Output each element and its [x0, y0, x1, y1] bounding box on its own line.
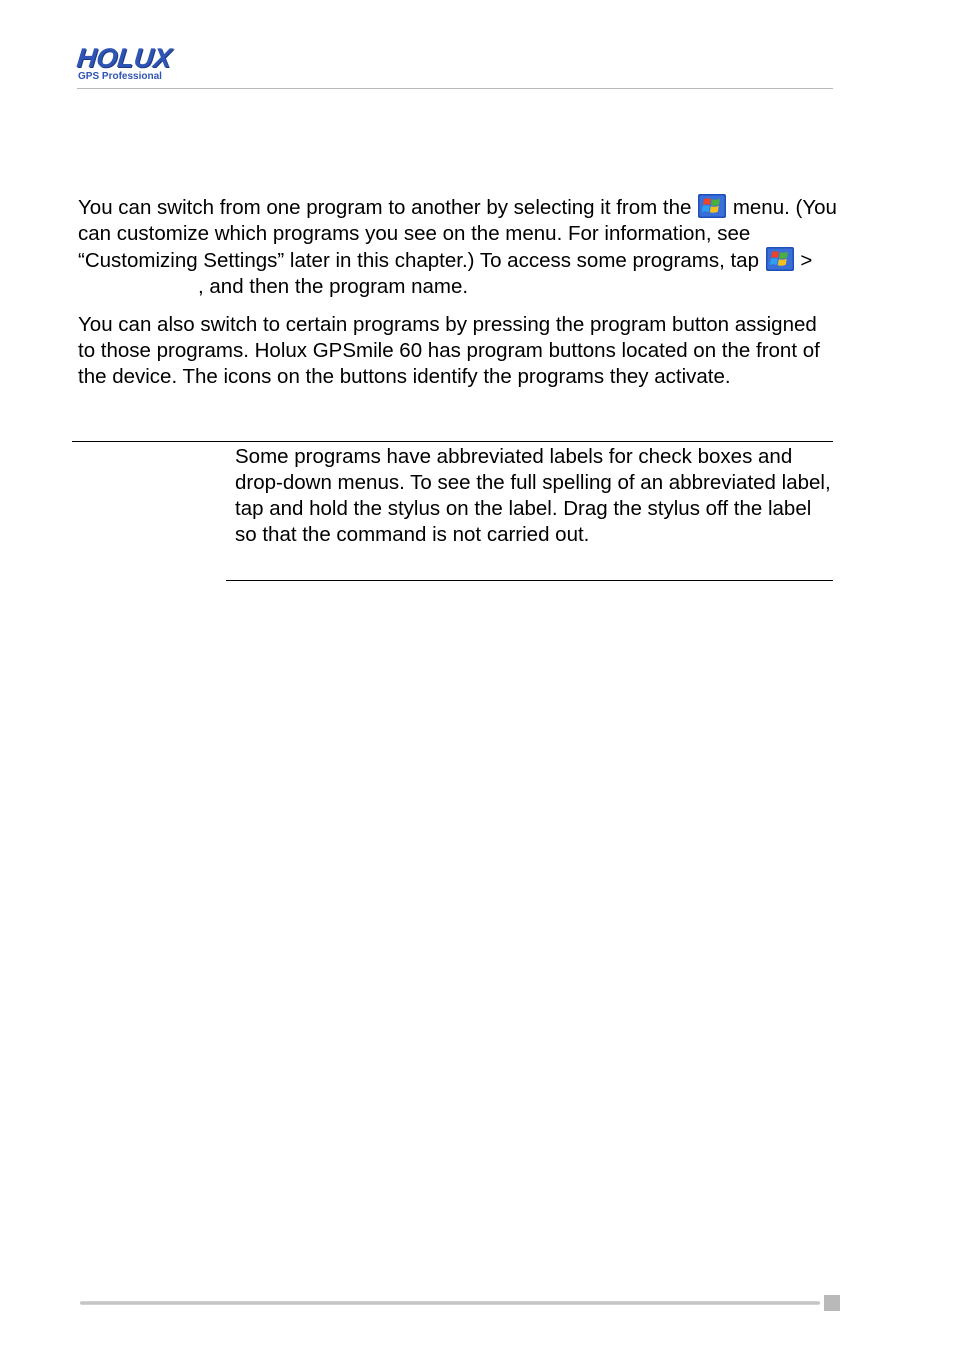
note-text: Some programs have abbreviated labels for check boxes and drop-down menus. To see the full spelling of an abbreviated label, tap and hold the stylus on the label. Drag the stylus off the label so that the command is not carried out. — [235, 445, 831, 546]
note-bottom-rule — [226, 580, 833, 581]
paragraph-1-part-d: , and then the program name. — [198, 275, 469, 298]
logo-tagline: GPS Professional — [78, 71, 162, 82]
paragraph-1-part-c: > — [800, 249, 813, 272]
footer-page-marker — [824, 1295, 840, 1311]
windows-start-icon — [766, 247, 794, 271]
paragraph-1-part-a: You can switch from one program to another by selecting it from the — [78, 196, 692, 219]
windows-start-icon — [698, 194, 726, 218]
footer-divider — [80, 1301, 820, 1305]
paragraph-program-buttons: You can also switch to certain programs by pressing the program button assigned to those programs. Holux GPSmile 60 has program buttons located on the front of the device. The icons on the buttons identify the programs they activate. — [78, 313, 820, 388]
logo-wordmark: HOLUX — [75, 43, 174, 73]
note-top-rule — [72, 441, 833, 442]
holux-logo — [77, 44, 177, 84]
paragraph-1-part-b: menu. (You can customize which programs you see on the menu. For information, see “Customizing Settings” later in this chapter.) To access some programs, tap — [78, 196, 837, 272]
paragraph-switch-programs — [78, 194, 838, 300]
header-divider — [77, 88, 833, 89]
